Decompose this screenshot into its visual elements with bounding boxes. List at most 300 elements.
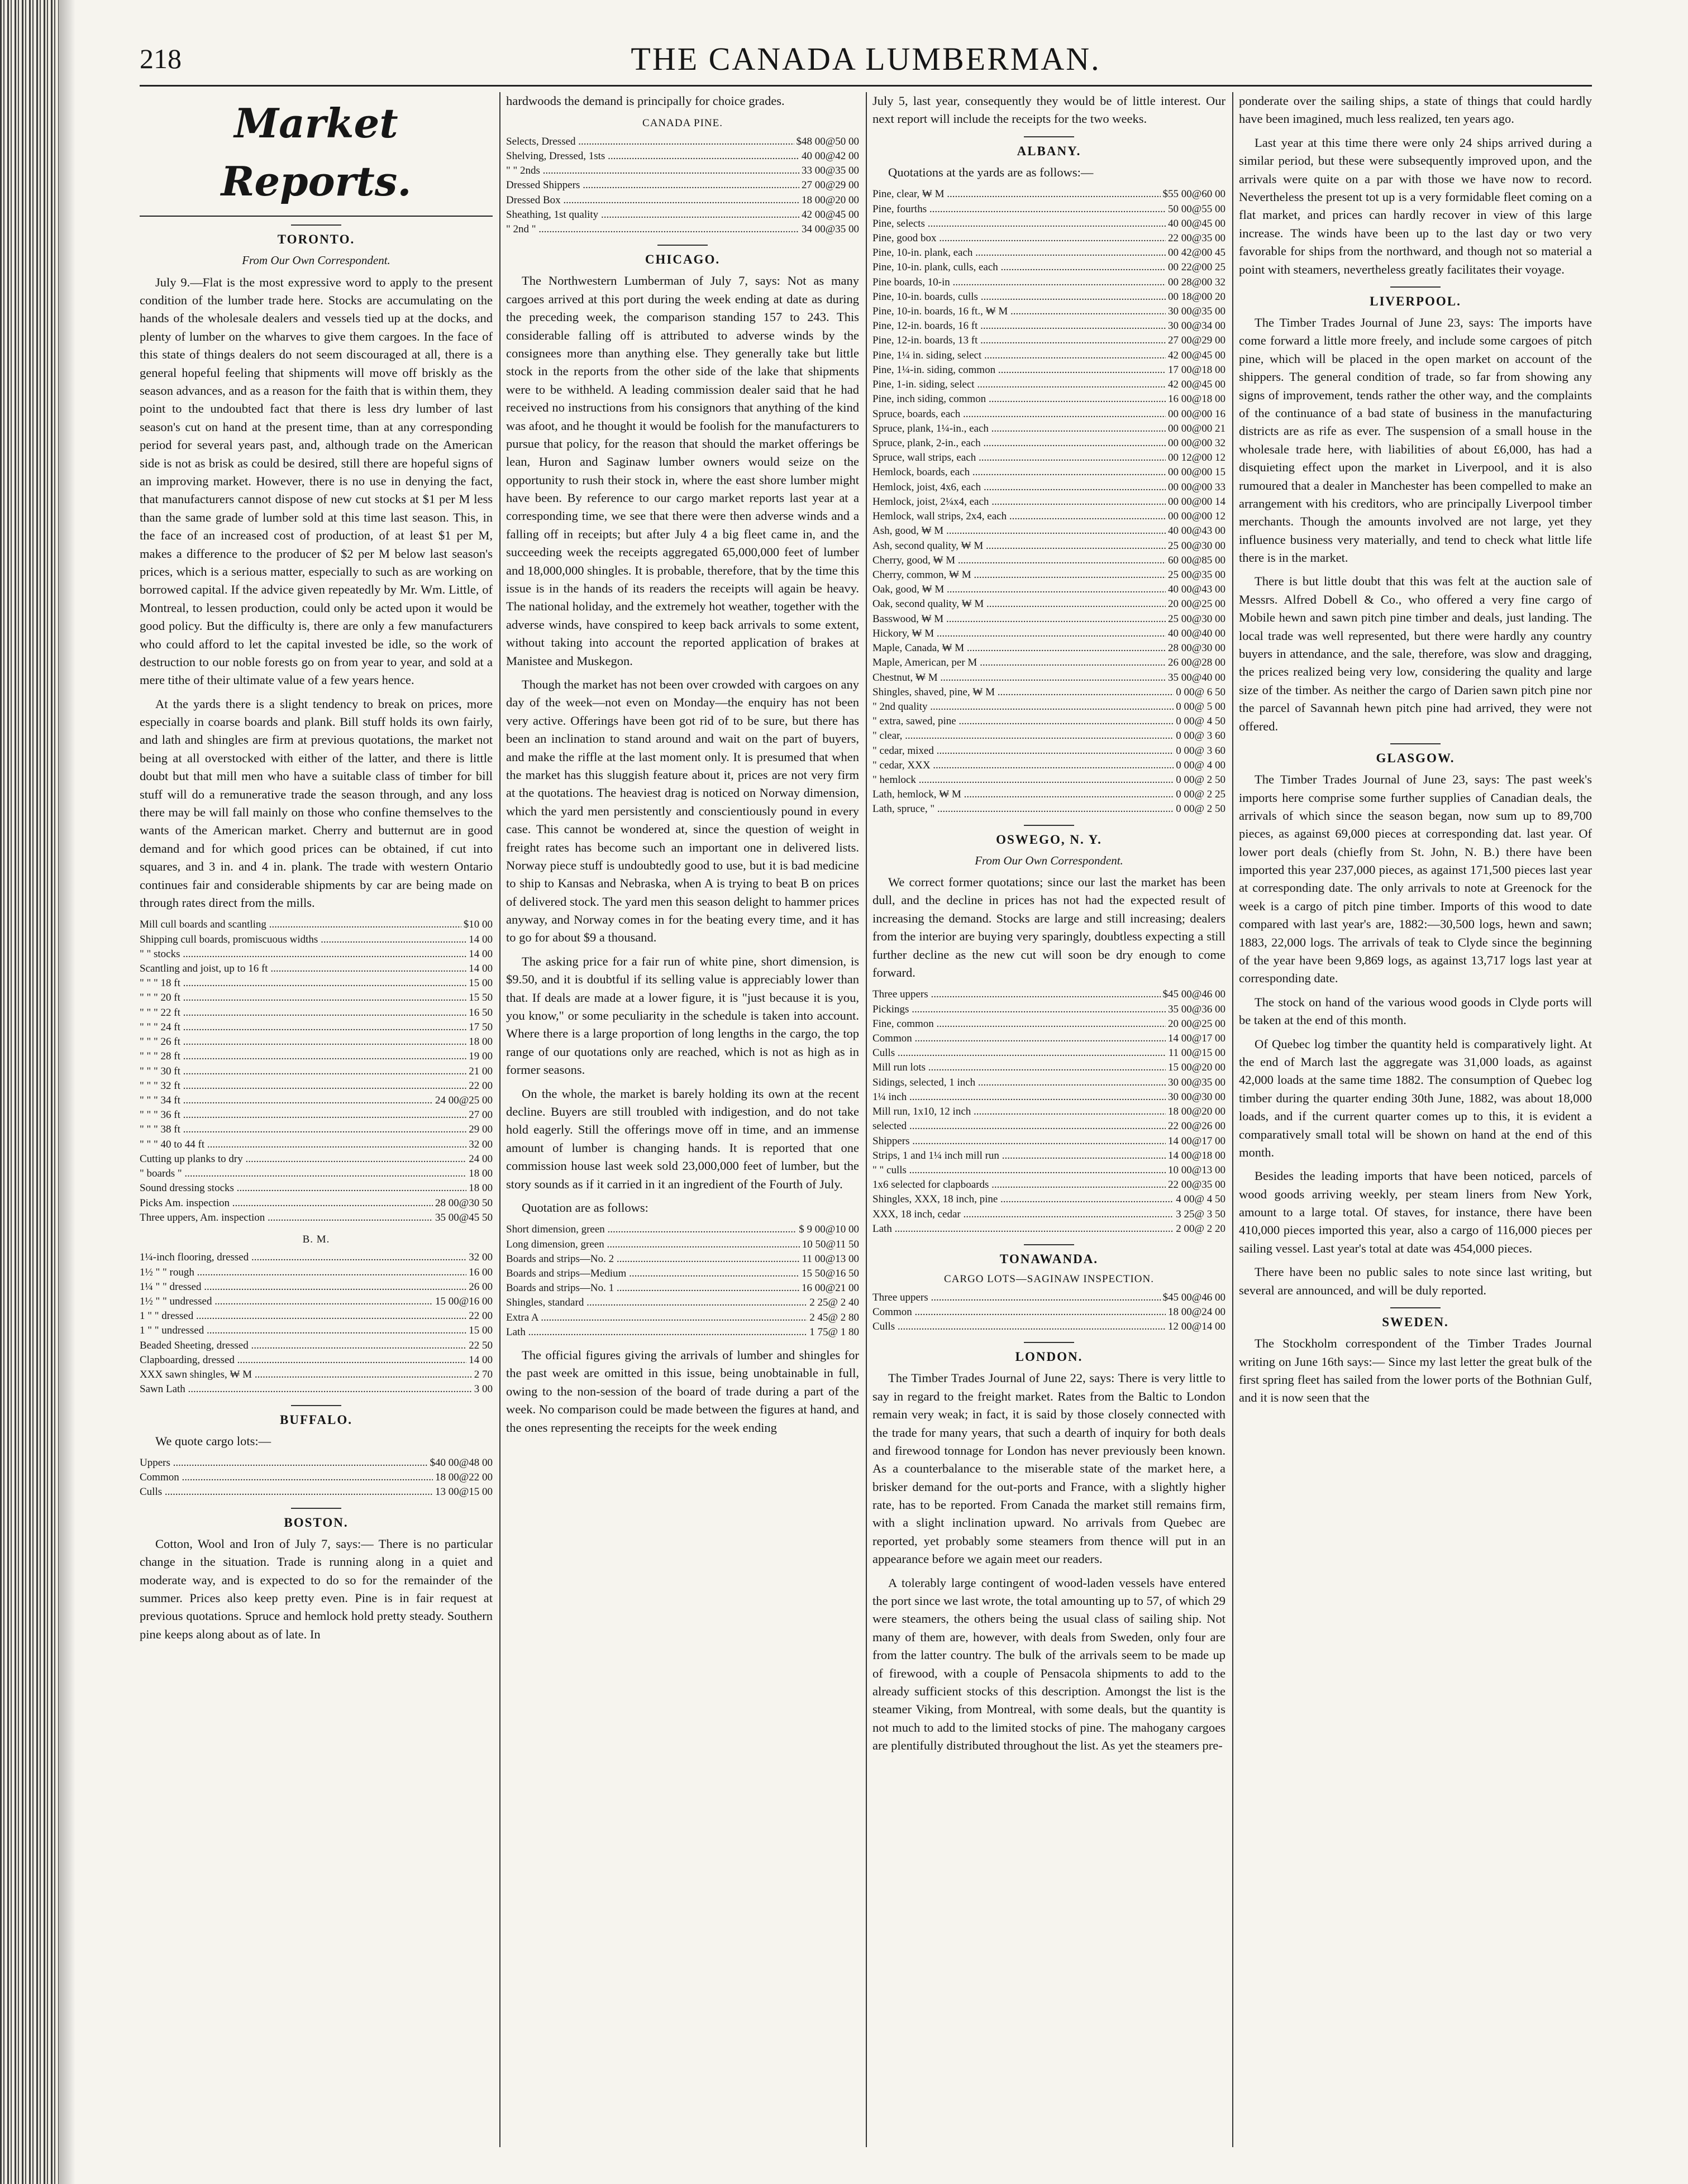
- price-value: 10 50@11 50: [802, 1238, 859, 1250]
- price-row: [140, 1122, 493, 1137]
- price-label: Pine, fourths .....: [872, 202, 1166, 217]
- paragraph: We correct former quotations; since our last the market has been dull, and the decline in prices has not had the expected result of increasing the demand. Stocks are large and still increasing; dealers from the interior are buying very sparingly, doubtless expecting a still further decline as the new cut will soon be dry enough to come forward.: [872, 875, 1226, 979]
- price-value: $ 9 00@10 00: [799, 1224, 859, 1236]
- price-label: 1 " " dressed .....: [140, 1309, 466, 1323]
- price-label: Maple, American, per M .....: [872, 656, 1166, 670]
- price-value: 0 00@ 2 50: [1176, 803, 1226, 815]
- price-row: [872, 1134, 1226, 1149]
- price-row: [140, 933, 493, 947]
- price-value: 16 00@18 00: [1168, 393, 1226, 405]
- price-value: 00 28@00 32: [1168, 276, 1226, 288]
- price-row: [872, 260, 1226, 275]
- price-row: [872, 582, 1226, 597]
- price-value: 16 00: [469, 1266, 493, 1278]
- section-title-london: LONDON.: [872, 1342, 1226, 1366]
- price-label: Pine, 12-in. boards, 13 ft .....: [872, 333, 1166, 348]
- price-label: Boards and strips—Medium .....: [506, 1267, 799, 1281]
- paragraph: The stock on hand of the various wood goods in Clyde ports will be taken at the end of this month.: [1239, 995, 1592, 1028]
- column-rule: [499, 92, 500, 2147]
- paragraph: The Timber Trades Journal of June 23, says: The past week's imports here comprise some further supplies of Canadian deals, the arrivals of which since the season began, now sum up to 89,700 pieces, as against 69,000 pieces at corresponding dat. last year. Of lower port deals (chiefly from St. John, N. B.) there have been imported this year 237,000 pieces, as against 171,500 pieces last year at corresponding date. The only arrivals to note at Greenock for the week is a cargo of pitch pine timber. Imports of this wood to date compared with last year's are, 1882:—30,500 logs, hewn and sawn; 1883, 22,000 logs. The arrivals of teak to Clyde since the beginning of the year have been 9,869 logs, as against 13,717 logs last year at corresponding date.: [1239, 772, 1592, 986]
- price-label: " " " 40 to 44 ft .....: [140, 1138, 466, 1152]
- price-value: 27 00@29 00: [1168, 334, 1226, 347]
- price-label: " " " 36 ft .....: [140, 1108, 466, 1122]
- price-row: [872, 1149, 1226, 1163]
- price-row: [872, 656, 1226, 670]
- price-label: Hickory, ₩ M .....: [872, 627, 1166, 641]
- price-value: 13 00@15 00: [435, 1486, 493, 1498]
- price-row: [506, 1296, 859, 1310]
- price-value: 14 00: [469, 1354, 493, 1366]
- price-row: [872, 246, 1226, 260]
- price-value: 3 25@ 3 50: [1176, 1208, 1226, 1220]
- price-row: [140, 1265, 493, 1280]
- price-row: [506, 222, 859, 237]
- price-row: [872, 641, 1226, 656]
- price-value: 0 00@ 5 00: [1176, 700, 1226, 713]
- price-label: Maple, Canada, ₩ M .....: [872, 641, 1166, 656]
- price-table-toronto: [140, 917, 493, 1225]
- price-row: [506, 178, 859, 193]
- price-label: " 2nd quality .....: [872, 700, 1174, 714]
- price-value: 18 00@24 00: [1168, 1306, 1226, 1318]
- paragraph: At the yards there is a slight tendency to break on prices, more especially in coarse boards and plank. Bill stuff holds its own fairly, and lath and shingles are firm at previous quotations, the market not being at all overstocked with either of the latter, and there is little doubt but that mill men who have a suitable class of timber for bill stuff will do a remunerative trade the season through, and any loss there may be will fall mainly on those who confine themselves to the wants of the American market. Cherry and butternut are in good demand and for which good prices can be obtained, if cut into squares, and 3 in. and 4 in. plank. The trade with western Ontario continues fair and considerable shipments by car are being made on through rates direct from the mills.: [140, 696, 493, 910]
- price-value: 00 00@00 21: [1168, 422, 1226, 434]
- price-label: Common .....: [140, 1470, 433, 1485]
- price-label: 1x6 selected for clapboards .....: [872, 1178, 1166, 1192]
- price-label: Shipping cull boards, promiscuous widths .....: [140, 933, 466, 947]
- price-value: 42 00@45 00: [1168, 379, 1226, 391]
- price-label: Cherry, good, ₩ M .....: [872, 553, 1166, 568]
- price-label: Picks Am. inspection .....: [140, 1196, 433, 1211]
- price-value: 24 00@25 00: [435, 1094, 493, 1106]
- price-row: [872, 422, 1226, 436]
- price-value: 21 00: [469, 1065, 493, 1077]
- column-rule: [866, 92, 867, 2147]
- price-row: [140, 1020, 493, 1035]
- price-label: " 2nd " .....: [506, 222, 799, 237]
- paragraph: A tolerably large contingent of wood-laden vessels have entered the port since we last wrote, the total amounting up to 57, of which 29 were steamers, the others being the usual class of sailing ship. Not many of them are, however, with deals from Sweden, only four are from the latter country. The bulk of the arrivals seem to be made up of firewood, with a couple of Pensacola shipments to add to the already sufficient stocks of this description. Amongst the list is the steamer Viking, from Montreal, with some deals, but the quantity is not much to add to the limited stocks of pine. The mahogany cargoes are plentifully distributed throughout the list. As yet the steamers pre-: [872, 1575, 1226, 1753]
- price-label: Hemlock, joist, 4x6, each .....: [872, 480, 1166, 495]
- price-label: 1¼ inch .....: [872, 1090, 1166, 1105]
- price-row: [872, 217, 1226, 231]
- price-row: [872, 1163, 1226, 1178]
- price-row: [506, 135, 859, 149]
- price-value: 00 00@00 15: [1168, 466, 1226, 479]
- price-row: [872, 597, 1226, 611]
- price-table-oswego: [872, 987, 1226, 1236]
- price-row: [872, 802, 1226, 816]
- price-value: 22 00: [469, 1079, 493, 1092]
- price-label: Sidings, selected, 1 inch .....: [872, 1076, 1166, 1090]
- price-value: 2 70: [474, 1369, 493, 1381]
- price-value: 25 00@30 00: [1168, 539, 1226, 552]
- price-row: [872, 509, 1226, 524]
- price-row: [140, 1353, 493, 1368]
- price-row: [140, 1152, 493, 1167]
- price-label: Spruce, wall strips, each .....: [872, 451, 1166, 465]
- price-row: [140, 1280, 493, 1294]
- price-label: Pine, 10-in. boards, 16 ft., ₩ M .....: [872, 304, 1166, 319]
- price-label: " " " 38 ft .....: [140, 1122, 466, 1137]
- paragraph: Besides the leading imports that have been noticed, parcels of wood goods arriving weekly, per steam liners from New York, amount to a large total. Of staves, for instance, there have been 410,000 pieces imported this year, also a cargo of 116,000 pieces per sailing vessel. Last year's total at date was 454,000 pieces.: [1239, 1169, 1592, 1255]
- price-row: [140, 1138, 493, 1152]
- price-value: 40 00@40 00: [1168, 627, 1226, 639]
- price-value: 28 00@30 00: [1168, 642, 1226, 654]
- price-label: Sawn Lath .....: [140, 1382, 472, 1397]
- price-label: 1½ " " undressed .....: [140, 1294, 433, 1309]
- price-row: [140, 1250, 493, 1265]
- price-table-canada-pine: [506, 135, 859, 237]
- price-row: [872, 1192, 1226, 1207]
- price-label: 1¼ " " dressed .....: [140, 1280, 466, 1294]
- price-row: [140, 1485, 493, 1499]
- price-row: [872, 465, 1226, 480]
- bm-label: B. M.: [302, 1233, 330, 1245]
- price-row: [506, 1252, 859, 1267]
- price-value: $45 00@46 00: [1162, 1291, 1226, 1303]
- price-value: 15 00@16 00: [435, 1295, 493, 1307]
- price-row: [872, 1046, 1226, 1060]
- price-row: [872, 568, 1226, 582]
- price-value: 34 00@35 00: [802, 223, 859, 236]
- price-row: [872, 539, 1226, 553]
- price-label: Lath, hemlock, ₩ M .....: [872, 787, 1174, 802]
- price-row: [872, 1105, 1226, 1119]
- price-value: 16 50: [469, 1006, 493, 1019]
- price-label: Scantling and joist, up to 16 ft .....: [140, 962, 466, 976]
- price-label: Dressed Box .....: [506, 193, 799, 208]
- price-value: 14 00@17 00: [1168, 1135, 1226, 1147]
- price-value: 3 00: [474, 1383, 493, 1396]
- price-label: Pine, 10-in. plank, each .....: [872, 246, 1166, 260]
- price-row: [872, 744, 1226, 758]
- price-value: $10 00: [463, 919, 493, 931]
- price-value: 30 00@35 00: [1168, 1076, 1226, 1088]
- price-value: 19 00: [469, 1050, 493, 1063]
- price-label: Mill run lots .....: [872, 1060, 1166, 1075]
- section-title-albany: ALBANY.: [872, 136, 1226, 160]
- price-row: [506, 149, 859, 164]
- price-row: [140, 1064, 493, 1079]
- price-label: Short dimension, green .....: [506, 1222, 797, 1237]
- price-value: 00 00@00 14: [1168, 495, 1226, 508]
- price-label: Extra A .....: [506, 1311, 807, 1325]
- price-value: 22 00@26 00: [1168, 1120, 1226, 1132]
- paragraph: Cotton, Wool and Iron of July 7, says:— There is no particular change in the situation. Trade is running along in a quiet and moderate way, and is expected to do so for the remainder of the summer. Prices also keep pretty even. Pine is in fair request at previous quotations. Spruce and hemlock hold pretty steady. Southern pine keeps along about as of late. In: [140, 1536, 493, 1641]
- price-label: selected .....: [872, 1119, 1166, 1134]
- price-label: Common .....: [872, 1305, 1166, 1320]
- price-label: Boards and strips—No. 2 .....: [506, 1252, 800, 1267]
- price-label: Selects, Dressed .....: [506, 135, 794, 149]
- price-value: 11 00@13 00: [802, 1253, 859, 1265]
- price-row: [140, 1035, 493, 1049]
- price-row: [140, 917, 493, 932]
- price-value: 14 00@17 00: [1168, 1033, 1226, 1045]
- price-row: [872, 319, 1226, 333]
- section-title-boston: BOSTON.: [140, 1508, 493, 1532]
- price-value: 00 00@00 16: [1168, 408, 1226, 420]
- price-row: [872, 553, 1226, 568]
- price-label: Uppers .....: [140, 1456, 428, 1470]
- price-label: Culls .....: [140, 1485, 433, 1499]
- price-value: 30 00@30 00: [1168, 1091, 1226, 1103]
- price-label: " " " 22 ft .....: [140, 1006, 466, 1020]
- paragraph: Quotations at the yards are as follows:—: [888, 165, 1094, 179]
- price-value: 32 00: [469, 1251, 493, 1264]
- price-label: " cedar, XXX .....: [872, 758, 1174, 773]
- price-label: Fine, common .....: [872, 1017, 1166, 1031]
- price-value: 0 00@ 3 60: [1176, 730, 1226, 742]
- price-row: [140, 1339, 493, 1353]
- price-label: Hemlock, boards, each .....: [872, 465, 1166, 480]
- paragraph: July 5, last year, consequently they would be of little interest. Our next report will include the receipts for the two weeks.: [872, 94, 1226, 126]
- paragraph: There have been no public sales to note since last writing, but several are announced, and will be duly reported.: [1239, 1265, 1592, 1297]
- price-value: 2 00@ 2 20: [1176, 1222, 1226, 1235]
- price-label: Boards and strips—No. 1 .....: [506, 1281, 799, 1296]
- paragraph: The Stockholm correspondent of the Timber Trades Journal writing on June 16th says:— Since my last letter the great bulk of the first spring fleet has sailed from the lower ports of the Bothnian Gulf, and it is now seen that the: [1239, 1336, 1592, 1405]
- price-label: Pine, 10-in. plank, culls, each .....: [872, 260, 1166, 275]
- price-row: [872, 1076, 1226, 1090]
- price-value: 14 00: [469, 933, 493, 945]
- price-row: [872, 436, 1226, 451]
- section-title-liverpool: LIVERPOOL.: [1239, 286, 1592, 310]
- price-row: [506, 193, 859, 208]
- price-row: [872, 1207, 1226, 1222]
- price-label: Spruce, boards, each .....: [872, 407, 1166, 422]
- paragraph: ponderate over the sailing ships, a state of things that could hardly have been imagined, much less realized, ten years ago.: [1239, 94, 1592, 126]
- price-label: Shingles, shaved, pine, ₩ M .....: [872, 685, 1174, 700]
- price-label: Three uppers .....: [872, 1291, 1161, 1305]
- price-row: [140, 1470, 493, 1485]
- price-row: [506, 1325, 859, 1340]
- price-row: [140, 1323, 493, 1338]
- price-table-albany: [872, 187, 1226, 816]
- price-label: " hemlock .....: [872, 773, 1174, 787]
- price-value: 00 00@00 33: [1168, 481, 1226, 493]
- column-3: [872, 92, 1226, 2147]
- price-value: 00 00@00 32: [1168, 437, 1226, 449]
- price-label: Three uppers, Am. inspection .....: [140, 1211, 433, 1225]
- price-label: Culls .....: [872, 1320, 1166, 1334]
- price-value: 00 18@00 20: [1168, 290, 1226, 303]
- price-table-buffalo: [140, 1456, 493, 1500]
- price-value: 18 00: [469, 1182, 493, 1194]
- price-value: 14 00: [469, 963, 493, 975]
- price-label: Pine, inch siding, common .....: [872, 392, 1166, 407]
- price-value: 35 00@40 00: [1168, 671, 1226, 684]
- price-value: 10 00@13 00: [1168, 1164, 1226, 1176]
- price-label: 1 " " undressed .....: [140, 1323, 466, 1338]
- paragraph: Quotation are as follows:: [522, 1200, 649, 1215]
- price-label: " clear, .....: [872, 729, 1174, 743]
- price-label: Strips, 1 and 1¼ inch mill run .....: [872, 1149, 1166, 1163]
- paragraph: We quote cargo lots:—: [155, 1433, 271, 1448]
- price-label: Clapboarding, dressed .....: [140, 1353, 466, 1368]
- market-reports-title: Market Reports.: [140, 92, 493, 217]
- price-table-toronto-bm: [140, 1250, 493, 1397]
- price-label: Common .....: [872, 1031, 1166, 1046]
- price-row: [140, 1079, 493, 1093]
- paragraph: Though the market has not been over crowded with cargoes on any day of the week—not even on Monday—the enquiry has not been very active. Offerings have been got rid of to be sure, but there has been an inclination to stand around and wait on the part of buyers, and make the riffle at the last moment only. It is presumed that when the market has this sluggish feature about it, prices are not very firm at the quotations. The heaviest drag is noticed on Norway dimension, which the yard men persistently and conscientiously pound in every case. This cannot be wondered at, since the question of weight in freight rates has become such an important one in delivered lists. Norway piece stuff is undoubtedly good to use, but it is bad medicine to ship to Kansas and Nebraska, when A is trying to beat B on prices of delivered stock. The yard men this season delight to hammer prices anyway, and Norway comes in for the beating every time, and it has to go for about $9 a thousand.: [506, 677, 859, 945]
- column-rule: [1232, 92, 1233, 2147]
- price-label: Dressed Shippers .....: [506, 178, 799, 193]
- price-row: [872, 202, 1226, 217]
- price-label: Lath .....: [506, 1325, 807, 1340]
- section-title-tonawanda: TONAWANDA.: [872, 1244, 1226, 1268]
- price-label: Chestnut, ₩ M .....: [872, 671, 1166, 685]
- price-row: [506, 208, 859, 222]
- price-label: Pine, selects .....: [872, 217, 1166, 231]
- price-label: " " stocks .....: [140, 947, 466, 962]
- price-value: 00 00@00 12: [1168, 510, 1226, 523]
- price-row: [140, 1294, 493, 1309]
- price-row: [140, 1108, 493, 1122]
- section-title-chicago: CHICAGO.: [506, 245, 859, 269]
- column-2: [506, 92, 859, 2147]
- price-value: 30 00@35 00: [1168, 305, 1226, 318]
- price-value: 25 00@30 00: [1168, 613, 1226, 625]
- price-label: Pine, 1-in. siding, select .....: [872, 377, 1166, 392]
- price-value: 4 00@ 4 50: [1176, 1193, 1226, 1206]
- paragraph: The official figures giving the arrivals of lumber and shingles for the past week are omitted in this issue, being unobtainable in full, owing to the non-session of the board of trade during a part of the week. No comparison could be made between the figures at hand, and the ones representing the receipts for the week ending: [506, 1348, 859, 1435]
- price-value: 0 00@ 6 50: [1176, 686, 1226, 698]
- price-label: Spruce, plank, 2-in., each .....: [872, 436, 1166, 451]
- price-label: " " " 24 ft .....: [140, 1020, 466, 1035]
- price-row: [140, 1456, 493, 1470]
- price-label: Pine, clear, ₩ M .....: [872, 187, 1161, 202]
- price-label: Three uppers .....: [872, 987, 1161, 1002]
- paragraph: The asking price for a fair run of white pine, short dimension, is $9.50, and it is doubtful if its selling value is appreciably lower than that. If deals are made at a lower figure, it is "just because it is you, you know," or some peculiarity in the schedule is taken into account. Where there is a large proportion of long lengths in the cargo, the top range of our quotations only are reached, which is not as high as in former seasons.: [506, 954, 859, 1077]
- price-label: Sheathing, 1st quality .....: [506, 208, 799, 222]
- paragraph: There is but little doubt that this was felt at the auction sale of Messrs. Alfred Dobell & Co., who offered a very fine cargo of Mobile hewn and sawn pitch pine timber and deals, just landing. The local trade was well represented, but there were hardly any country buyers in attendance, and the sale, therefore, was slow and dragging, the prices realized being very low, considering the quality and large size of the timber. As neither the cargo of Darien sawn pitch pine nor the parcel of Savannah hewn pitch pine had arrived, they were not offered.: [1239, 574, 1592, 733]
- running-head: THE CANADA LUMBERMAN.: [631, 41, 1101, 77]
- price-value: 40 00@43 00: [1168, 584, 1226, 596]
- price-row: [506, 1311, 859, 1325]
- price-label: XXX sawn shingles, ₩ M .....: [140, 1368, 472, 1382]
- price-row: [872, 1090, 1226, 1105]
- price-value: 15 00@20 00: [1168, 1062, 1226, 1074]
- price-row: [872, 348, 1226, 363]
- price-value: 42 00@45 00: [802, 208, 859, 221]
- price-row: [140, 1368, 493, 1382]
- section-title-toronto: TORONTO.: [140, 224, 493, 248]
- price-row: [872, 451, 1226, 465]
- price-row: [506, 1281, 859, 1296]
- price-value: 15 00: [469, 1325, 493, 1337]
- price-value: 26 00: [469, 1280, 493, 1293]
- price-row: [872, 363, 1226, 377]
- price-row: [140, 1181, 493, 1196]
- price-value: 33 00@35 00: [802, 165, 859, 177]
- price-label: Sound dressing stocks .....: [140, 1181, 466, 1196]
- price-label: " boards " .....: [140, 1167, 466, 1181]
- price-value: 22 50: [469, 1339, 493, 1351]
- price-row: [506, 1222, 859, 1237]
- price-label: Mill run, 1x10, 12 inch .....: [872, 1105, 1166, 1119]
- price-value: 42 00@45 00: [1168, 349, 1226, 361]
- price-row: [872, 524, 1226, 538]
- price-value: 0 00@ 4 00: [1176, 759, 1226, 771]
- price-value: 22 00@35 00: [1168, 232, 1226, 244]
- price-row: [872, 758, 1226, 773]
- price-row: [872, 407, 1226, 422]
- price-label: " " " 20 ft .....: [140, 991, 466, 1005]
- correspondent-line: From Our Own Correspondent.: [975, 853, 1123, 867]
- price-value: $55 00@60 00: [1162, 188, 1226, 200]
- price-value: 32 00: [469, 1138, 493, 1150]
- price-label: " " culls .....: [872, 1163, 1166, 1178]
- price-value: 24 00: [469, 1153, 493, 1165]
- price-value: 11 00@15 00: [1168, 1047, 1226, 1059]
- price-value: 26 00@28 00: [1168, 657, 1226, 669]
- price-value: 40 00@45 00: [1168, 217, 1226, 230]
- price-label: Ash, good, ₩ M .....: [872, 524, 1166, 538]
- price-row: [872, 480, 1226, 495]
- paragraph: The Northwestern Lumberman of July 7, says: Not as many cargoes arrived at this port during the week ending at date as during the preceding week, the comparison standing 157 to 243. This considerable falling off is attributed to adverse winds by the consignees more than anything else. They generally take but little stock in the reports from the other side of the lake that shipments were to be withheld. A leading commission dealer said that he had received no instructions from his consignors that anything of the kind was afoot, and he thought it would be foolish for the manufacturers to pursue that policy, for the reason that should the market offerings be lean, Huron and Saginaw lumber owners would seize on the opportunity to rush their stock in, where the east shore lumber might have been. By reference to our cargo market reports last year at a corresponding time, we see that there were then adverse winds and a falling off in receipts; but after July 4 a big fleet came in, and the succeeding week the receipts aggregated 65,000,000 feet of lumber and 18,000,000 shingles. It is probable, therefore, that by the time this issue is in the hands of its readers the receipts will again be heavy. The national holiday, and the extremely hot weather, together with the adverse winds, have conspired to keep back arrivals to some extent, without taking into account the reported application of brakes at Manistee and Muskegon.: [506, 274, 859, 668]
- price-label: " " " 28 ft .....: [140, 1049, 466, 1064]
- price-value: 2 25@ 2 40: [809, 1297, 859, 1309]
- price-row: [140, 1093, 493, 1108]
- columns-container: [140, 92, 1592, 2158]
- price-value: 22 00: [469, 1310, 493, 1322]
- price-label: " " " 30 ft .....: [140, 1064, 466, 1079]
- price-row: [872, 333, 1226, 348]
- section-title-buffalo: BUFFALO.: [140, 1405, 493, 1429]
- price-row: [872, 495, 1226, 509]
- price-row: [506, 1237, 859, 1252]
- price-row: [140, 1196, 493, 1211]
- price-row: [872, 1031, 1226, 1046]
- price-label: Pine boards, 10-in .....: [872, 275, 1166, 290]
- price-label: Shingles, standard .....: [506, 1296, 807, 1310]
- section-title-glasgow: GLASGOW.: [1239, 743, 1592, 767]
- price-row: [140, 1049, 493, 1064]
- price-row: [872, 187, 1226, 202]
- price-label: Ash, second quality, ₩ M .....: [872, 539, 1166, 553]
- price-value: 18 00@22 00: [435, 1471, 493, 1484]
- price-row: [872, 612, 1226, 627]
- price-row: [872, 1291, 1226, 1305]
- price-row: [872, 392, 1226, 407]
- price-row: [506, 1267, 859, 1281]
- paragraph: Last year at this time there were only 24 ships arrived during a similar period, but these were subsequently improved upon, and the arrivals were quite on a par with those we have now to record. Nevertheless the present tot up is a very formidable fleet coming on a flat market, and prices can hardly recover in view of this large increase. The winds have been up to the last day or two very favorable for ships from the northward, and though not so material a point with steamers, nevertheless greatly facilitates their voyage.: [1239, 135, 1592, 276]
- price-label: Shippers .....: [872, 1134, 1166, 1149]
- price-row: [872, 987, 1226, 1002]
- price-value: 16 00@21 00: [802, 1282, 859, 1294]
- price-value: 30 00@34 00: [1168, 320, 1226, 332]
- tonawanda-subtitle: CARGO LOTS—SAGINAW INSPECTION.: [944, 1273, 1154, 1285]
- price-label: Oak, second quality, ₩ M .....: [872, 597, 1166, 611]
- price-value: 15 50@16 50: [802, 1267, 859, 1279]
- price-value: 28 00@30 50: [435, 1197, 493, 1209]
- price-row: [872, 275, 1226, 290]
- price-row: [872, 304, 1226, 319]
- price-value: 12 00@14 00: [1168, 1321, 1226, 1332]
- paragraph: hardwoods the demand is principally for choice grades.: [506, 94, 785, 108]
- price-value: 35 00@45 50: [435, 1211, 493, 1224]
- price-value: 0 00@ 2 25: [1176, 788, 1226, 801]
- price-value: 2 45@ 2 80: [809, 1311, 859, 1323]
- price-row: [872, 1017, 1226, 1031]
- price-value: $45 00@46 00: [1162, 988, 1226, 1001]
- price-label: Lath .....: [872, 1222, 1174, 1236]
- price-value: 20 00@25 00: [1168, 598, 1226, 610]
- price-row: [140, 962, 493, 976]
- price-label: Spruce, plank, 1¼-in., each .....: [872, 422, 1166, 436]
- price-value: 29 00: [469, 1124, 493, 1136]
- price-row: [140, 1006, 493, 1020]
- price-value: 14 00: [469, 948, 493, 960]
